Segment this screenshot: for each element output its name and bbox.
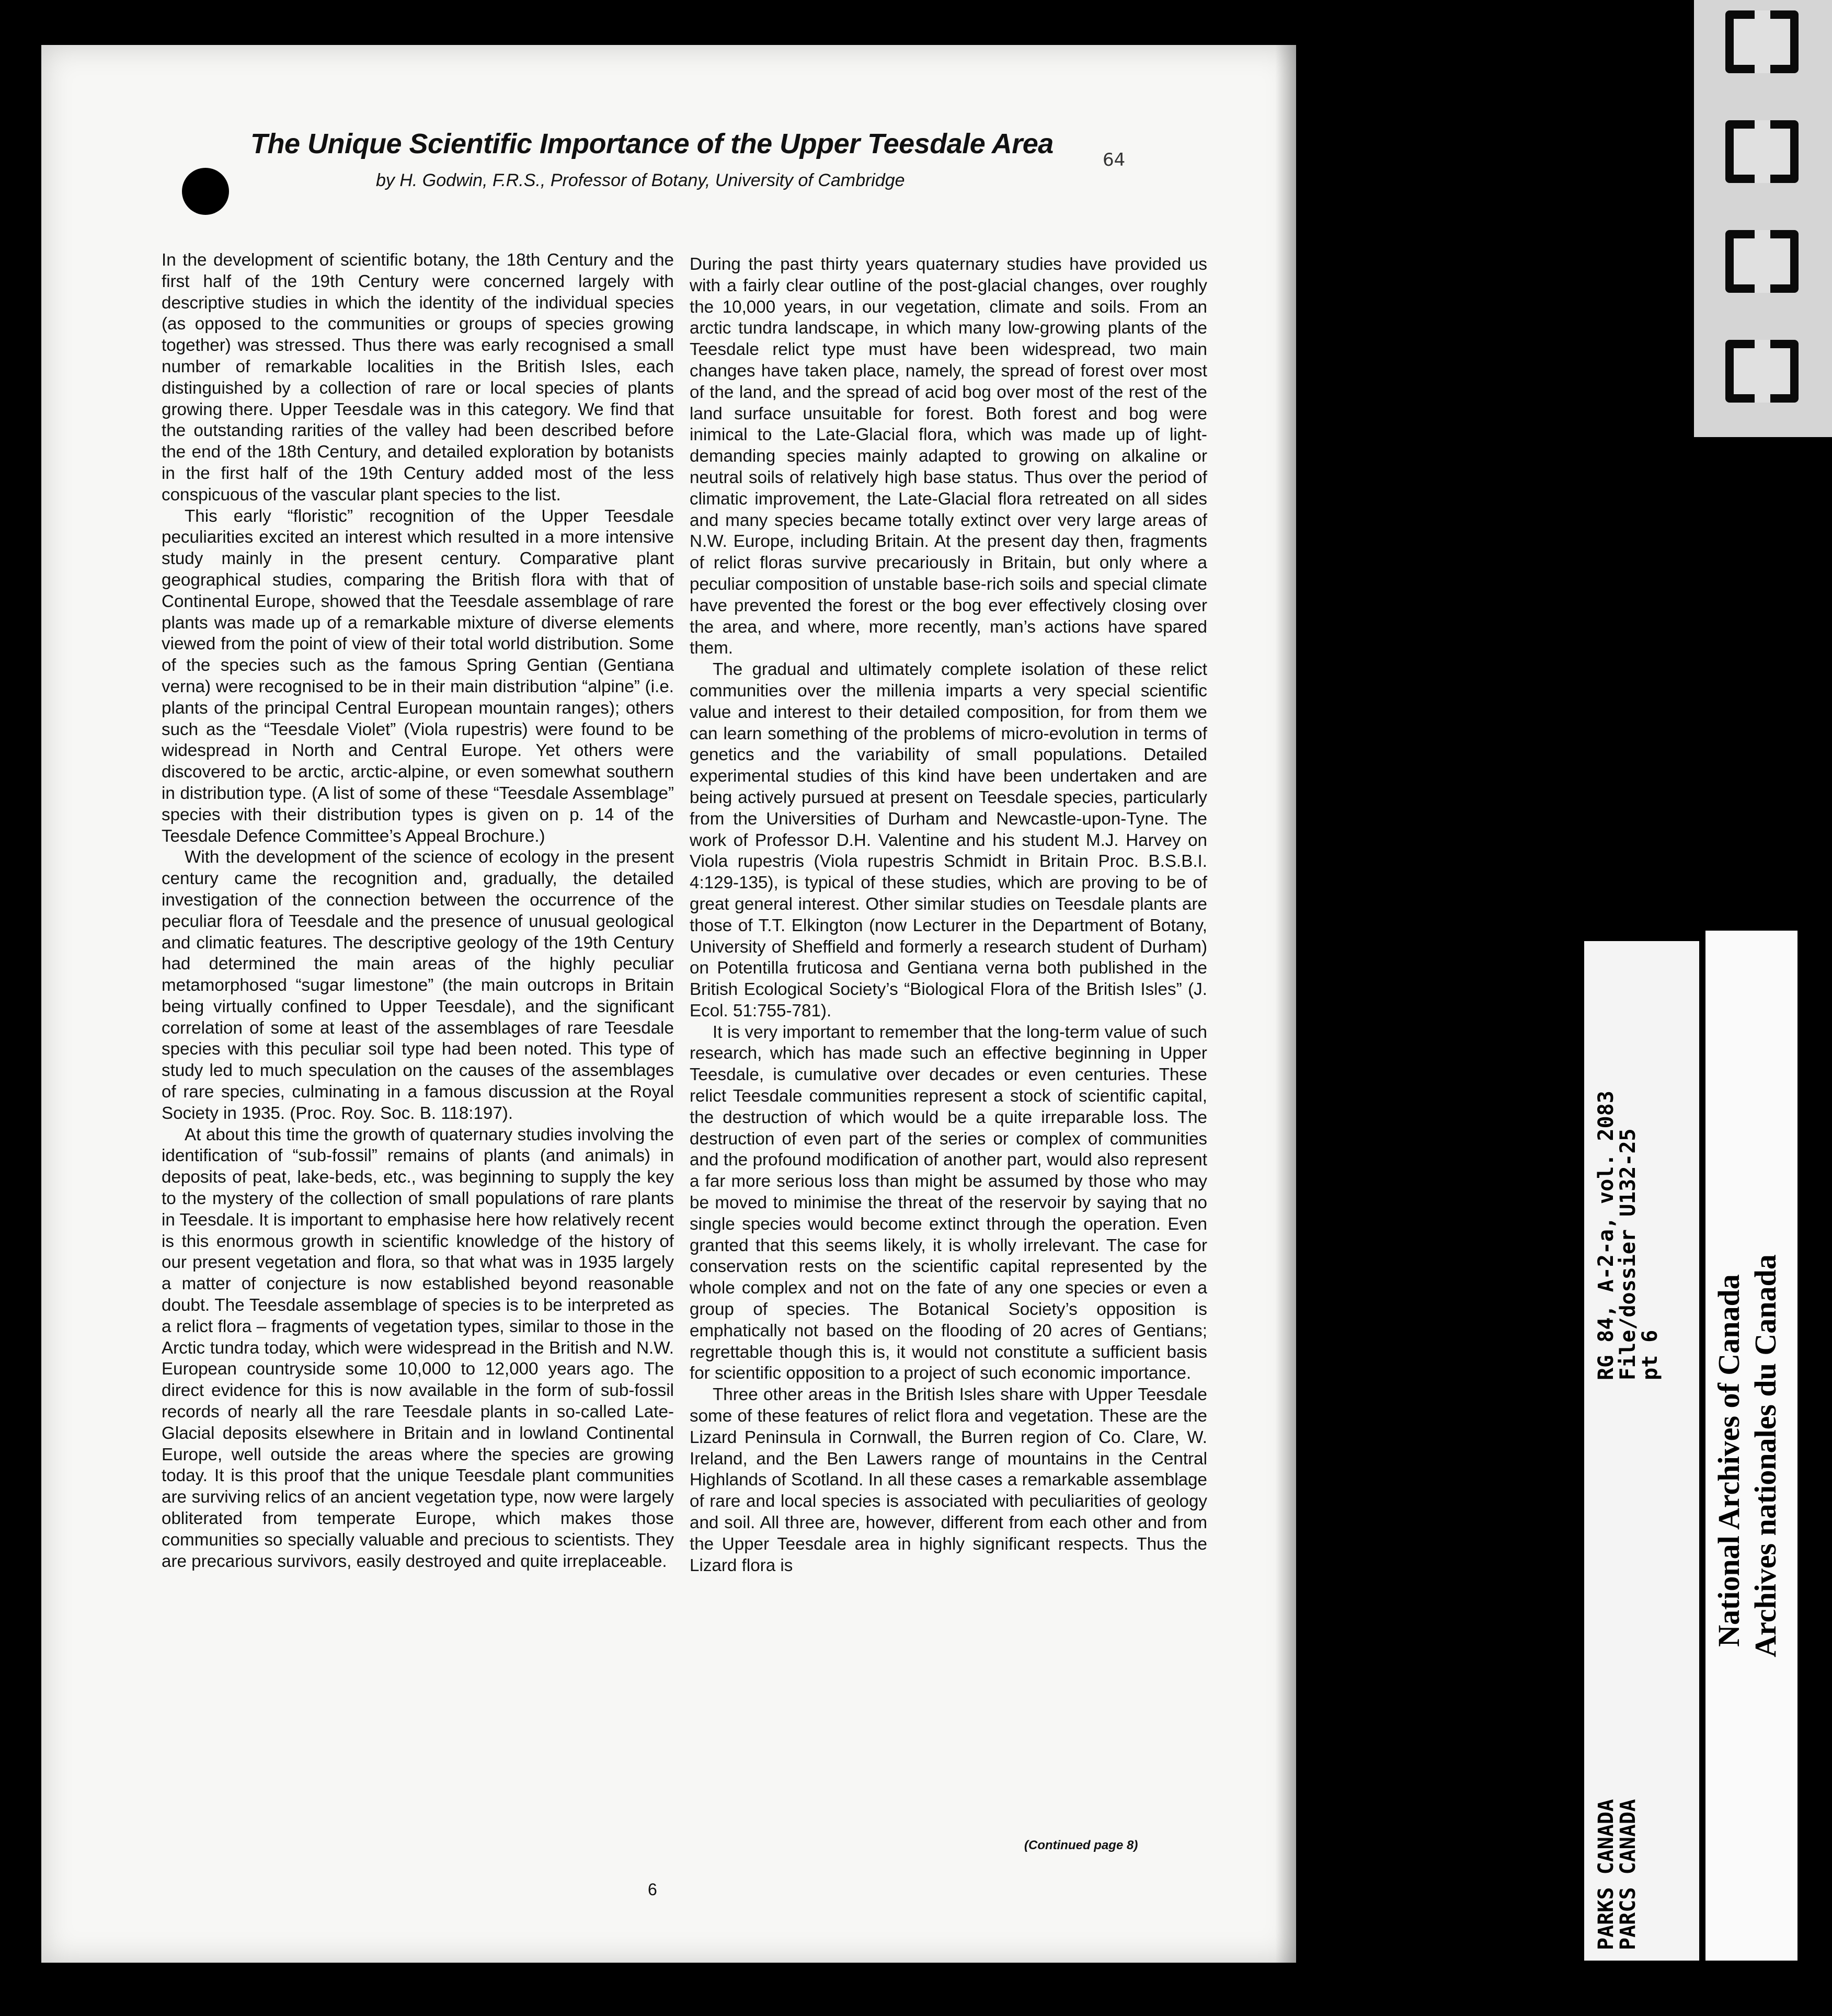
- paragraph: This early “floristic” recognition of the Upper Teesdale peculiarities excited an interest which resulted in a more intensive study mainly in the present century. Comparative plant geographical studies, comparing the British flora with that of Continental Europe, showed that the Teesdale assemblage of rare plants was made up of a remarkable mixture of diverse elements viewed from the point of view of their total world distribution. Some of the species such as the famous Spring Gentian (Gentiana verna) were recognised to be in their main distribution “alpine” (i.e. plants of the principal Central European mountain ranges); others such as the “Teesdale Violet” (Viola rupestris) were found to be widespread in North and Central Europe. Yet others were discovered to be arctic, arctic-alpine, or even somewhat southern in distribution type. (A list of some of these “Teesdale Assemblage” species with their distribution types is given on p. 14 of the Teesdale Defence Committee’s Appeal Brochure.): [162, 506, 674, 846]
- article-byline: by H. Godwin, F.R.S., Professor of Botany, University of Cambridge: [376, 170, 905, 190]
- page-number: 6: [648, 1880, 657, 1899]
- paragraph: It is very important to remember that the long-term value of such research, which has made such an effective beginning in Upper Teesdale, is cumulative over decades or even centuries. These relict Teesdale communities represent a stock of scientific capital, the destruction of which would be a quite irreparable loss. The destruction of even part of the series or complex of communities and the profound modification of another part, would also represent a far more serious loss than might be assumed by those who may be moved to minimise the threat of the reservoir by saying that no single species would become extinct through the operation. Even granted that this seems likely, it is wholly irrelevant. The case for conservation rests on the scientific capital represented by the whole complex and not on the fate of any one species or even a group of species. The Botanical Society’s opposition is emphatically not based on the flooding of 20 acres of Gentians; regrettable though this is, it would not constitute a sufficient basis for scientific opposition to a project of such economic importance.: [690, 1022, 1207, 1383]
- right-column: [690, 254, 1207, 1576]
- parks-line-en: PARKS CANADA: [1594, 1799, 1618, 1950]
- paragraph: At about this time the growth of quaternary studies involving the identification of “sub-fossil” remains of plants (and animals) in deposits of peat, lake-beds, etc., was beginning to supply the key to the mystery of the collection of small populations of rare plants in Teesdale. It is important to emphasise here how relatively recent is this enormous growth in scientific knowledge of the history of our present vegetation and flora, so that what was in 1935 largely a matter of conjecture is now established beyond reasonable doubt. The Teesdale assemblage of species is to be interpreted as a relict flora – fragments of vegetation types, similar to those in the Arctic tundra today, which were widespread in the British and N.W. European countryside some 10,000 to 12,000 years ago. The direct evidence for this is now available in the form of sub-fossil records of nearly all the rare Teesdale plants in so-called Late-Glacial deposits elsewhere in Britain and in lowland Continental Europe, well outside the areas where the species are growing today. It is this proof that the unique Teesdale plant communities are surviving relics of an ancient vegetation type, now were largely obliterated from temperate Europe, which makes those communities so specially valuable and precious to scientists. They are precarious survivors, easily destroyed and quite irreplaceable.: [162, 1125, 674, 1571]
- reference-line-1: RG 84, A-2-a, vol. 2083: [1594, 1091, 1618, 1380]
- frame-mark: [1725, 230, 1799, 293]
- punch-hole: [182, 168, 229, 215]
- frame-mark: [1725, 120, 1799, 183]
- document-page: [41, 45, 1296, 1963]
- frame-mark: [1725, 340, 1799, 403]
- frame-mark: [1725, 10, 1799, 73]
- archives-line-fr: Archives nationales du Canada: [1748, 1254, 1782, 1657]
- national-archives-label: [1705, 931, 1797, 1961]
- paragraph: With the development of the science of ecology in the present century came the recognition and, gradually, the detailed investigation of the connection between the occurrence of the peculiar flora of Teesdale and the presence of unusual geological and climatic features. The descriptive geology of the 19th Century had determined the main areas of the highly peculiar metamorphosed “sugar limestone” (the main outcrops in Britain being virtually confined to Upper Teesdale), and the significant correlation of some at least of the assemblages of rare Teesdale species with this peculiar soil type had been noted. This type of study led to much speculation on the causes of the assemblages of rare species, culminating in a famous discussion at the Royal Society in 1935. (Proc. Roy. Soc. B. 118:197).: [162, 847, 674, 1123]
- paragraph: Three other areas in the British Isles share with Upper Teesdale some of these features of relict flora and vegetation. These are the Lizard Peninsula in Cornwall, the Burren region of Co. Clare, W. Ireland, and the Ben Lawers range of mountains in the Central Highlands of Scotland. In all these cases a remarkable assemblage of rare and local species is associated with peculiarities of geology and soil. All three are, however, different from each other and from the Upper Teesdale area in highly significant respects. Thus the Lizard flora is: [690, 1385, 1207, 1575]
- continued-note: (Continued page 8): [1024, 1838, 1138, 1852]
- parks-canada-label: [1584, 941, 1699, 1961]
- reference-line-2: File/dossier U132-25: [1616, 1128, 1640, 1380]
- article-title: The Unique Scientific Importance of the Upper Teesdale Area: [250, 128, 1054, 159]
- reference-line-3: pt 6: [1638, 1330, 1662, 1380]
- archives-line-en: National Archives of Canada: [1712, 1274, 1746, 1647]
- parks-line-fr: PARCS CANADA: [1616, 1799, 1640, 1950]
- paragraph: In the development of scientific botany, the 18th Century and the first half of the 19th Century were concerned largely with descriptive studies in which the identity of the individual species (as opposed to the communities or groups of species growing together) was stressed. Thus there was early recognised a small number of remarkable localities in the British Isles, each distinguished by a collection of rare or local species of plants growing there. Upper Teesdale was in this category. We find that the outstanding rarities of the valley had been described before the end of the 18th Century, and detailed exploration by botanists in the first half of the 19th Century added most of the less conspicuous of the vascular plant species to the list.: [162, 250, 674, 505]
- handwritten-mark: 64: [1103, 150, 1126, 170]
- paragraph: The gradual and ultimately complete isolation of these relict communities over the millenia imparts a very special scientific value and interest to their detailed composition, for from them we can learn something of the problems of micro-evolution in terms of genetics and the variability of small populations. Detailed experimental studies of this kind have been undertaken and are being actively pursued at present on Teesdale species, particularly from the Universities of Durham and Newcastle-upon-Tyne. The work of Professor D.H. Valentine and his student M.J. Harvey on Viola rupestris (Viola rupestris Schmidt in Britain Proc. B.S.B.I. 4:129-135), is typical of these studies, which are proving to be of great general interest. Other similar studies on Teesdale plants are those of T.T. Elkington (now Lecturer in the Department of Botany, University of Sheffield and formerly a research student of Durham) on Potentilla fruticosa and Gentiana verna both published in the British Ecological Society’s “Biological Flora of the British Isles” (J. Ecol. 51:755-781).: [690, 660, 1207, 1021]
- paragraph: During the past thirty years quaternary studies have provided us with a fairly clear outline of the post-glacial changes, over roughly the 10,000 years, in our vegetation, climate and soils. From an arctic tundra landscape, in which many low-growing plants of the Teesdale relict type must have been widespread, two main changes have taken place, namely, the spread of forest over most of the land, and the spread of acid bog over most of the rest of the land surface unsuitable for forest. Both forest and bog were inimical to the Late-Glacial flora, which was made up of light-demanding species mainly adapted to growing on alkaline or neutral soils of relatively high base status. Thus over the period of climatic improvement, the Late-Glacial flora retreated on all sides and many species became totally extinct over very large areas of N.W. Europe, including Britain. At the present day then, fragments of relict floras survive precariously in Britain, but only where a peculiar composition of unstable base-rich soils and special climate have prevented the forest or the bog ever effectively closing over the area, and where, more recently, man’s actions have spared them.: [690, 255, 1207, 658]
- film-frame-marks: [1694, 0, 1832, 437]
- left-column: [162, 250, 674, 1572]
